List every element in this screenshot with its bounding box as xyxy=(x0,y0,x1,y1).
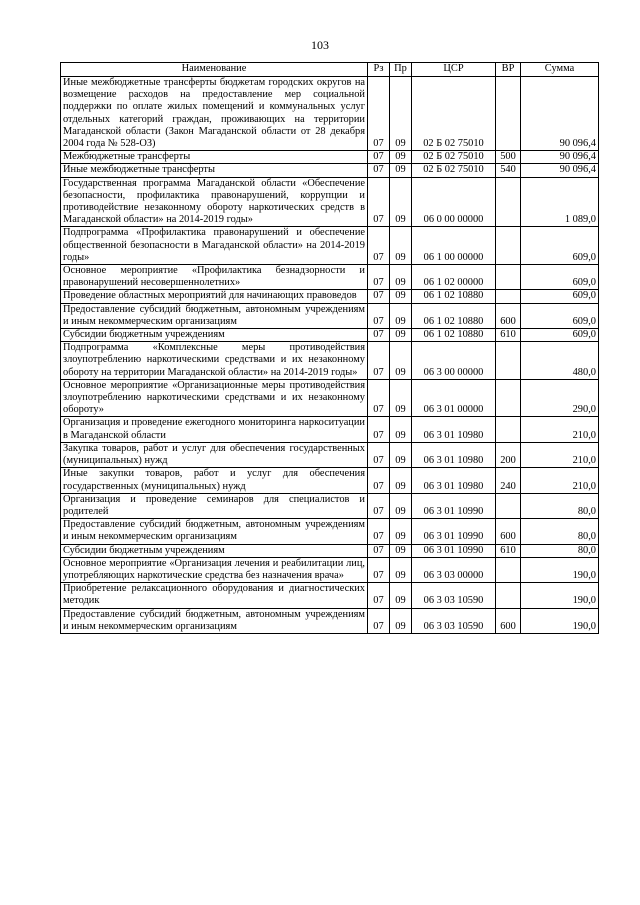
csr-cell: 06 3 01 00000 xyxy=(412,379,496,417)
table-row xyxy=(61,583,599,608)
sum-cell: 609,0 xyxy=(521,227,599,265)
budget-table xyxy=(60,62,599,634)
vr-cell: 600 xyxy=(496,303,521,328)
csr-cell: 06 3 03 10590 xyxy=(412,583,496,608)
pr-cell: 09 xyxy=(390,151,412,164)
table-row xyxy=(61,557,599,582)
table-header-row xyxy=(61,63,599,77)
name-cell: Организация и проведение ежегодного мониторинга наркоситуации в Магаданской области xyxy=(61,417,368,442)
rz-cell: 07 xyxy=(368,519,390,544)
rz-cell: 07 xyxy=(368,329,390,342)
rz-cell: 07 xyxy=(368,77,390,151)
vr-cell xyxy=(496,265,521,290)
sum-cell: 609,0 xyxy=(521,290,599,303)
sum-cell: 80,0 xyxy=(521,493,599,518)
table-row xyxy=(61,265,599,290)
pr-cell: 09 xyxy=(390,557,412,582)
pr-cell: 09 xyxy=(390,290,412,303)
name-cell: Проведение областных мероприятий для начинающих правоведов xyxy=(61,290,368,303)
table-row xyxy=(61,303,599,328)
name-cell: Субсидии бюджетным учреждениям xyxy=(61,544,368,557)
rz-cell: 07 xyxy=(368,290,390,303)
sum-cell: 210,0 xyxy=(521,442,599,467)
pr-cell: 09 xyxy=(390,544,412,557)
csr-cell: 06 1 02 00000 xyxy=(412,265,496,290)
csr-cell: 06 1 02 10880 xyxy=(412,290,496,303)
sum-cell: 80,0 xyxy=(521,544,599,557)
sum-cell: 80,0 xyxy=(521,519,599,544)
pr-cell: 09 xyxy=(390,265,412,290)
csr-cell: 06 3 01 10980 xyxy=(412,468,496,493)
vr-cell xyxy=(496,493,521,518)
vr-cell: 610 xyxy=(496,329,521,342)
vr-cell: 240 xyxy=(496,468,521,493)
name-cell: Иные межбюджетные трансферты бюджетам городских округов на возмещение расходов на предоставление мер социальной поддержки по оплате жилых помещений и коммунальных услуг отдельных категорий граждан, проживающих на территории Магаданской области (Закон Магаданской области от 28 декабря 2004 года № 528-ОЗ) xyxy=(61,77,368,151)
pr-cell: 09 xyxy=(390,442,412,467)
column-header-vr: ВР xyxy=(496,63,521,77)
table-row xyxy=(61,177,599,227)
name-cell: Приобретение релаксационного оборудования и диагностических методик xyxy=(61,583,368,608)
pr-cell: 09 xyxy=(390,417,412,442)
name-cell: Основное мероприятие «Организация лечения и реабилитации лиц, употребляющих наркотические средства без назначения врача» xyxy=(61,557,368,582)
table-row xyxy=(61,227,599,265)
csr-cell: 06 3 03 10590 xyxy=(412,608,496,633)
pr-cell: 09 xyxy=(390,303,412,328)
vr-cell: 610 xyxy=(496,544,521,557)
vr-cell xyxy=(496,77,521,151)
vr-cell: 540 xyxy=(496,164,521,177)
sum-cell: 609,0 xyxy=(521,303,599,328)
table-row xyxy=(61,342,599,380)
table-row xyxy=(61,544,599,557)
pr-cell: 09 xyxy=(390,608,412,633)
sum-cell: 210,0 xyxy=(521,468,599,493)
vr-cell: 600 xyxy=(496,608,521,633)
sum-cell: 609,0 xyxy=(521,329,599,342)
sum-cell: 90 096,4 xyxy=(521,151,599,164)
rz-cell: 07 xyxy=(368,544,390,557)
pr-cell: 09 xyxy=(390,519,412,544)
table-row xyxy=(61,379,599,417)
rz-cell: 07 xyxy=(368,468,390,493)
column-header-name: Наименование xyxy=(61,63,368,77)
pr-cell: 09 xyxy=(390,379,412,417)
vr-cell: 600 xyxy=(496,519,521,544)
sum-cell: 480,0 xyxy=(521,342,599,380)
column-header-sum: Сумма xyxy=(521,63,599,77)
sum-cell: 90 096,4 xyxy=(521,77,599,151)
rz-cell: 07 xyxy=(368,303,390,328)
table-row xyxy=(61,164,599,177)
pr-cell: 09 xyxy=(390,77,412,151)
table-row xyxy=(61,77,599,151)
csr-cell: 06 3 01 10990 xyxy=(412,544,496,557)
name-cell: Основное мероприятие «Организационные меры противодействия злоупотреблению наркотическими средствами и их незаконному обороту» xyxy=(61,379,368,417)
pr-cell: 09 xyxy=(390,342,412,380)
table-row xyxy=(61,442,599,467)
rz-cell: 07 xyxy=(368,442,390,467)
csr-cell: 06 1 02 10880 xyxy=(412,329,496,342)
pr-cell: 09 xyxy=(390,329,412,342)
column-header-csr: ЦСР xyxy=(412,63,496,77)
sum-cell: 190,0 xyxy=(521,608,599,633)
rz-cell: 07 xyxy=(368,557,390,582)
csr-cell: 06 3 01 10990 xyxy=(412,519,496,544)
vr-cell xyxy=(496,583,521,608)
table-body xyxy=(61,77,599,634)
table-row xyxy=(61,468,599,493)
csr-cell: 06 1 02 10880 xyxy=(412,303,496,328)
name-cell: Межбюджетные трансферты xyxy=(61,151,368,164)
sum-cell: 190,0 xyxy=(521,583,599,608)
rz-cell: 07 xyxy=(368,151,390,164)
csr-cell: 06 3 00 00000 xyxy=(412,342,496,380)
csr-cell: 06 3 01 10990 xyxy=(412,493,496,518)
rz-cell: 07 xyxy=(368,608,390,633)
pr-cell: 09 xyxy=(390,468,412,493)
table-row xyxy=(61,608,599,633)
vr-cell xyxy=(496,177,521,227)
csr-cell: 02 Б 02 75010 xyxy=(412,164,496,177)
rz-cell: 07 xyxy=(368,342,390,380)
pr-cell: 09 xyxy=(390,164,412,177)
sum-cell: 290,0 xyxy=(521,379,599,417)
sum-cell: 90 096,4 xyxy=(521,164,599,177)
name-cell: Основное мероприятие «Профилактика безнадзорности и правонарушений несовершеннолетних» xyxy=(61,265,368,290)
name-cell: Иные закупки товаров, работ и услуг для обеспечения государственных (муниципальных) нужд xyxy=(61,468,368,493)
rz-cell: 07 xyxy=(368,417,390,442)
csr-cell: 06 3 01 10980 xyxy=(412,417,496,442)
sum-cell: 609,0 xyxy=(521,265,599,290)
sum-cell: 210,0 xyxy=(521,417,599,442)
sum-cell: 1 089,0 xyxy=(521,177,599,227)
rz-cell: 07 xyxy=(368,164,390,177)
csr-cell: 02 Б 02 75010 xyxy=(412,151,496,164)
table-row xyxy=(61,417,599,442)
pr-cell: 09 xyxy=(390,493,412,518)
csr-cell: 02 Б 02 75010 xyxy=(412,77,496,151)
csr-cell: 06 1 00 00000 xyxy=(412,227,496,265)
name-cell: Предоставление субсидий бюджетным, автономным учреждениям и иным некоммерческим организациям xyxy=(61,608,368,633)
vr-cell xyxy=(496,557,521,582)
vr-cell xyxy=(496,342,521,380)
pr-cell: 09 xyxy=(390,583,412,608)
pr-cell: 09 xyxy=(390,227,412,265)
name-cell: Предоставление субсидий бюджетным, автономным учреждениям и иным некоммерческим организациям xyxy=(61,519,368,544)
vr-cell xyxy=(496,227,521,265)
table-row xyxy=(61,329,599,342)
name-cell: Организация и проведение семинаров для специалистов и родителей xyxy=(61,493,368,518)
name-cell: Предоставление субсидий бюджетным, автономным учреждениям и иным некоммерческим организациям xyxy=(61,303,368,328)
name-cell: Государственная программа Магаданской области «Обеспечение безопасности, профилактика правонарушений, коррупции и противодействие незаконному обороту наркотических средств в Магаданской области» на 2014-2019 годы» xyxy=(61,177,368,227)
csr-cell: 06 3 01 10980 xyxy=(412,442,496,467)
table-row xyxy=(61,290,599,303)
vr-cell: 200 xyxy=(496,442,521,467)
rz-cell: 07 xyxy=(368,227,390,265)
pr-cell: 09 xyxy=(390,177,412,227)
page-number: 103 xyxy=(311,38,329,52)
rz-cell: 07 xyxy=(368,177,390,227)
column-header-rz: Рз xyxy=(368,63,390,77)
name-cell: Подпрограмма «Комплексные меры противодействия злоупотреблению наркотическими средствами и их незаконному обороту на территории Магаданской области» на 2014-2019 годы» xyxy=(61,342,368,380)
sum-cell: 190,0 xyxy=(521,557,599,582)
table-row xyxy=(61,519,599,544)
rz-cell: 07 xyxy=(368,493,390,518)
vr-cell xyxy=(496,379,521,417)
name-cell: Иные межбюджетные трансферты xyxy=(61,164,368,177)
table-row xyxy=(61,151,599,164)
rz-cell: 07 xyxy=(368,583,390,608)
vr-cell xyxy=(496,417,521,442)
csr-cell: 06 3 03 00000 xyxy=(412,557,496,582)
column-header-pr: Пр xyxy=(390,63,412,77)
table-row xyxy=(61,493,599,518)
vr-cell xyxy=(496,290,521,303)
rz-cell: 07 xyxy=(368,265,390,290)
name-cell: Субсидии бюджетным учреждениям xyxy=(61,329,368,342)
name-cell: Подпрограмма «Профилактика правонарушений и обеспечение общественной безопасности в Магаданской области» на 2014-2019 годы» xyxy=(61,227,368,265)
vr-cell: 500 xyxy=(496,151,521,164)
csr-cell: 06 0 00 00000 xyxy=(412,177,496,227)
rz-cell: 07 xyxy=(368,379,390,417)
name-cell: Закупка товаров, работ и услуг для обеспечения государственных (муниципальных) нужд xyxy=(61,442,368,467)
